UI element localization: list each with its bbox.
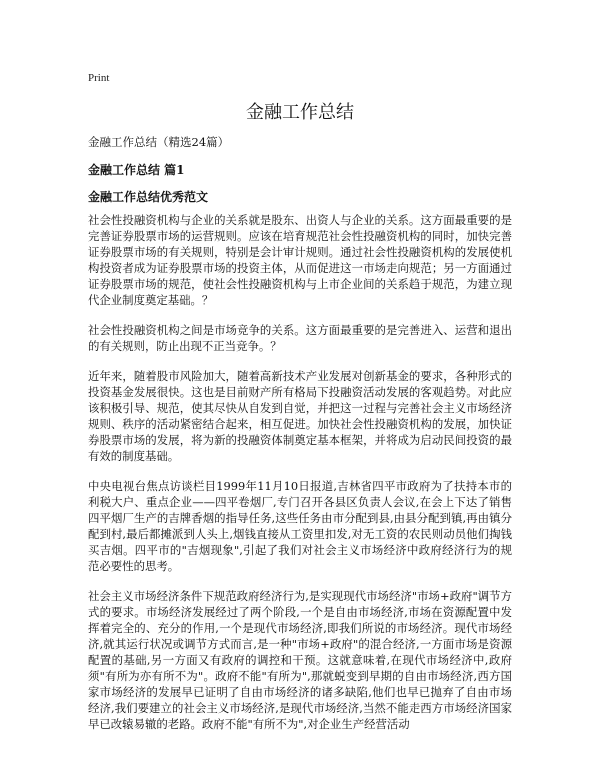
print-label[interactable]: Print: [88, 72, 110, 84]
paragraph-3: 近年来，随着股市风险加大，随着高新技术产业发展对创新基金的要求，各种形式的投资基金发展很快。这也是目前财产所有格局下投融资活动发展的客观趋势。对此应该积极引导、规范，使其尽快从自发到自觉，并把这一过程与完善社会主义市场经济规则、秩序的活动紧密结合起来，相互促进。加快社会性投融资机构的发展，加快证券股票市场的发展，将为新的投融资体制奠定基本框架，并将成为启动民间投资的最有效的制度基础。: [88, 369, 512, 463]
page-title: 金融工作总结: [246, 102, 354, 123]
sub-heading: 金融工作总结优秀范文: [88, 190, 209, 204]
doc-subtitle: 金融工作总结（精选24篇）: [88, 135, 230, 149]
paragraph-1: 社会性投融资机构与企业的关系就是股东、出资人与企业的关系。这方面最重要的是完善证券股票市场的运营规则。应该在培育规范社会性投融资机构的同时，加快完善证券股票市场的有关规则，特别是会计审计规则。通过社会性投融资机构的发展使机构投资者成为证券股票市场的投资主体，从而促进这一市场走向规范；另一方面通过证券股票市场的规范，使社会性投融资机构与上市企业间的关系趋于规范，为建立现代企业制度奠定基础。？: [88, 213, 512, 307]
paragraph-2: 社会性投融资机构之间是市场竞争的关系。这方面最重要的是完善进入、运营和退出的有关规则，防止出现不正当竞争。？: [88, 323, 512, 353]
document-body: [88, 212, 512, 743]
paragraph-5: 社会主义市场经济条件下规范政府经济行为,是实现现代市场经济"市场+政府"调节方式的要求。市场经济发展经过了两个阶段,一个是自由市场经济,市场在资源配置中发挥着完全的、充分的作用,一个是现代市场经济,即我们所说的市场经济。现代市场经济,就其运行状况或调节方式而言,是一种"市场+政府"的混合经济,一方面市场是资源配置的基础,另一方面又有政府的调控和干预。这就意味着,在现代市场经济中,政府须"有所为亦有所不为"。政府不能"有所为",那就蜕变到早期的自由市场经济,西方国家市场经济的发展早已证明了自由市场经济的诸多缺陷,他们也早已抛弃了自由市场经济,我们要建立的社会主义市场经济,是现代市场经济,当然不能走西方市场经济国家早已改辕易辙的老路。政府不能"有所不为",对企业生产经营活动: [88, 589, 512, 731]
paragraph-4: 中央电视台焦点访谈栏目1999年11月10日报道,吉林省四平市政府为了扶持本市的利税大户、重点企业——四平卷烟厂,专门召开各县区负责人会议,在会上下达了销售四平烟厂生产的吉牌香烟的指导任务,这些任务由市分配到县,由县分配到镇,再由镇分配到村,最后都摊派到人头上,烟钱直接从工资里扣发,对无工资的农民则动员他们掏钱买吉烟。四平市的"吉烟现象",引起了我们对社会主义市场经济中政府经济行为的规范必要性的思考。: [88, 479, 512, 573]
section-heading: 金融工作总结 篇1: [88, 163, 185, 177]
